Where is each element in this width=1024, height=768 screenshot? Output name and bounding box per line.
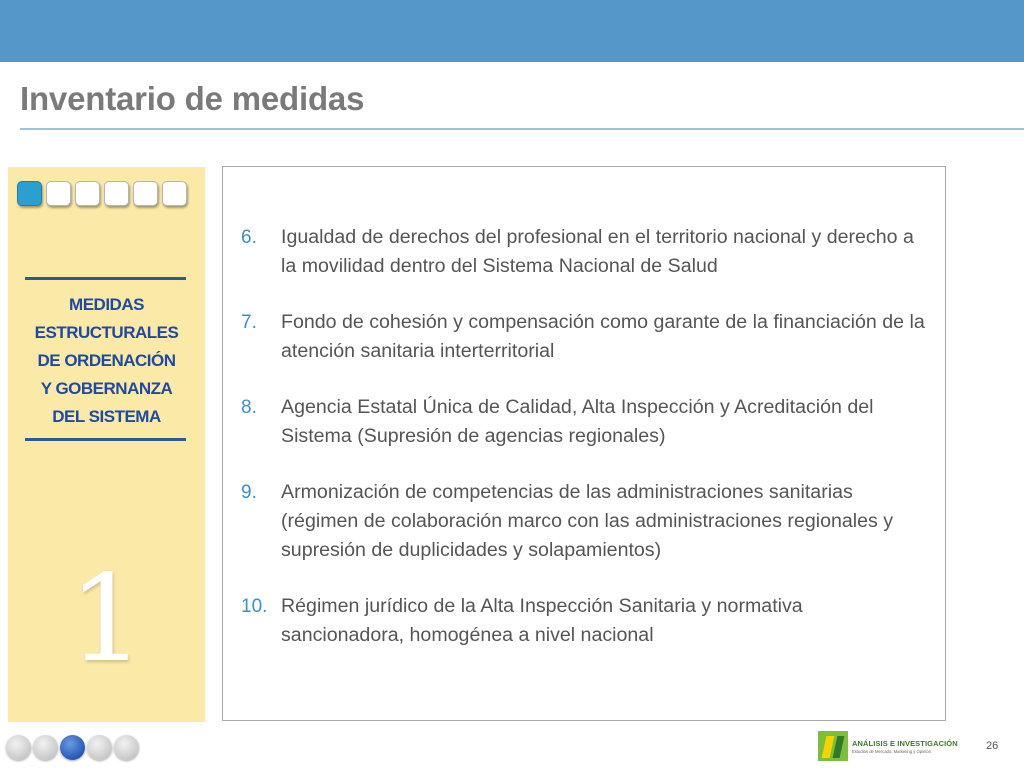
item-number: 7. bbox=[241, 312, 257, 333]
page-number: 26 bbox=[986, 740, 999, 752]
section-number: 1 bbox=[68, 550, 145, 689]
page-title: Inventario de medidas bbox=[20, 80, 365, 117]
section-heading-line: Y GOBERNANZA bbox=[40, 379, 173, 398]
section-square bbox=[162, 181, 187, 206]
item-text: Armonización de competencias de las administraciones sanitarias (régimen de colaboración marco con las administraciones regionales y supresión de duplicidades y solapamientos) bbox=[281, 481, 894, 561]
header-bar bbox=[0, 0, 1024, 62]
item-number: 10. bbox=[241, 596, 268, 617]
list-item bbox=[241, 308, 931, 366]
title-divider bbox=[20, 128, 1024, 130]
section-heading-line: DE ORDENACIÓN bbox=[37, 351, 176, 370]
nav-dot-active[interactable] bbox=[60, 735, 85, 760]
section-square bbox=[133, 181, 158, 206]
section-heading-line: MEDIDAS bbox=[69, 295, 144, 314]
panel-divider-top bbox=[25, 277, 186, 280]
section-panel bbox=[8, 167, 205, 722]
section-square bbox=[75, 181, 100, 206]
nav-dot[interactable] bbox=[6, 735, 31, 760]
logo-name: ANÁLISIS E INVESTIGACIÓN bbox=[852, 738, 958, 748]
company-logo bbox=[818, 731, 958, 761]
nav-dot[interactable] bbox=[87, 735, 112, 760]
item-text: Régimen jurídico de la Alta Inspección Sanitaria y normativa sancionadora, homogénea a nivel nacional bbox=[281, 595, 803, 646]
section-square-active bbox=[17, 181, 42, 206]
item-number: 9. bbox=[241, 482, 257, 503]
logo-icon bbox=[818, 731, 848, 761]
list-item bbox=[241, 592, 931, 650]
section-square bbox=[46, 181, 71, 206]
item-number: 6. bbox=[241, 227, 257, 248]
section-heading bbox=[8, 291, 205, 431]
slide-navigation bbox=[6, 735, 141, 760]
item-text: Agencia Estatal Única de Calidad, Alta Inspección y Acreditación del Sistema (Supresión de agencias regionales) bbox=[281, 396, 874, 447]
section-square bbox=[104, 181, 129, 206]
panel-divider-bottom bbox=[25, 438, 186, 441]
list-item bbox=[241, 223, 931, 281]
nav-dot[interactable] bbox=[33, 735, 58, 760]
measures-box bbox=[222, 166, 946, 721]
logo-tagline: Estudios de Mercado, Marketing y Opinión bbox=[852, 748, 931, 754]
nav-dot[interactable] bbox=[114, 735, 139, 760]
list-item bbox=[241, 393, 931, 451]
section-indicator bbox=[17, 181, 187, 206]
list-item bbox=[241, 478, 931, 565]
section-heading-line: ESTRUCTURALES bbox=[34, 323, 179, 342]
measures-list bbox=[241, 223, 931, 677]
item-number: 8. bbox=[241, 397, 257, 418]
item-text: Igualdad de derechos del profesional en el territorio nacional y derecho a la movilidad dentro del Sistema Nacional de Salud bbox=[281, 226, 914, 277]
section-heading-line: DEL SISTEMA bbox=[52, 407, 161, 426]
item-text: Fondo de cohesión y compensación como garante de la financiación de la atención sanitaria interterritorial bbox=[281, 311, 925, 362]
